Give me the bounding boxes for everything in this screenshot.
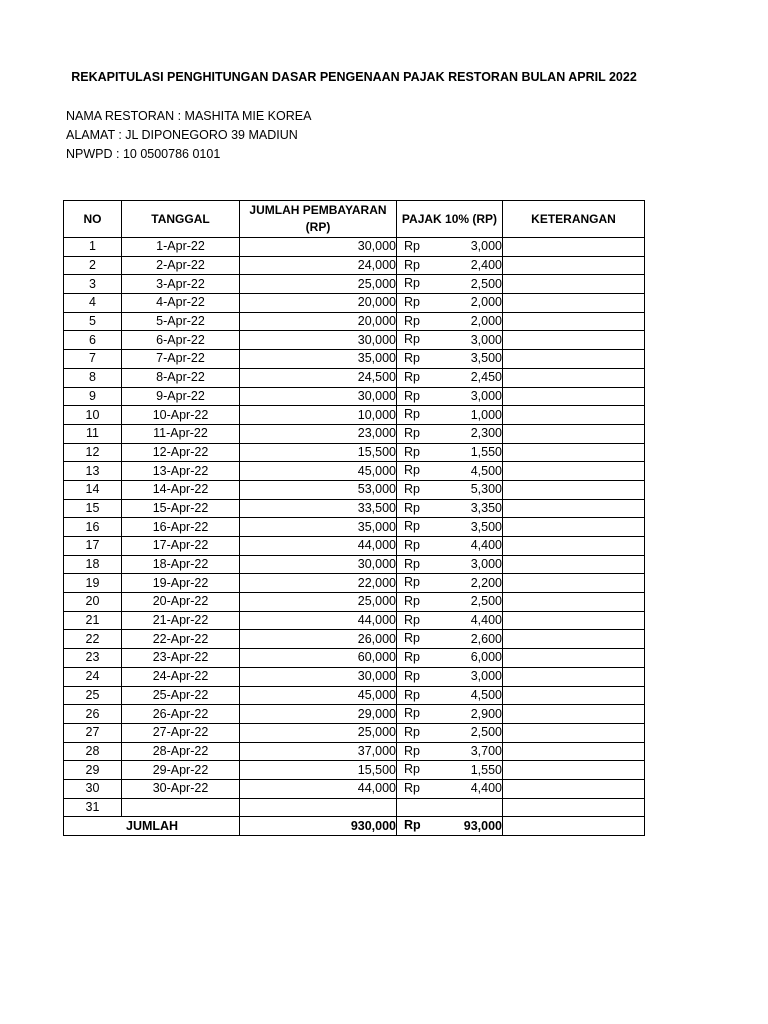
cell-pajak-value: 4,400 <box>470 538 502 553</box>
cell-currency: Rp <box>404 463 420 478</box>
cell-keterangan <box>503 499 645 518</box>
cell-pajak-value: 2,400 <box>470 258 502 273</box>
cell-keterangan <box>503 294 645 313</box>
table-row <box>64 350 645 369</box>
total-pajak-cell <box>397 817 503 836</box>
cell-no: 21 <box>64 611 122 630</box>
cell-pajak-value: 4,400 <box>470 781 502 796</box>
cell-jumlah: 33,500 <box>240 499 397 518</box>
cell-currency: Rp <box>404 631 420 646</box>
table-row <box>64 499 645 518</box>
cell-pajak-value: 4,400 <box>470 613 502 628</box>
cell-tanggal: 23-Apr-22 <box>122 649 240 668</box>
cell-jumlah: 37,000 <box>240 742 397 761</box>
cell-jumlah: 44,000 <box>240 537 397 556</box>
restaurant-name: NAMA RESTORAN : MASHITA MIE KOREA <box>66 109 312 123</box>
cell-no: 13 <box>64 462 122 481</box>
cell-tanggal: 20-Apr-22 <box>122 593 240 612</box>
cell-keterangan <box>503 331 645 350</box>
cell-pajak <box>397 630 503 649</box>
cell-currency: Rp <box>404 556 420 571</box>
total-currency: Rp <box>404 818 421 833</box>
cell-pajak <box>397 499 503 518</box>
cell-keterangan <box>503 424 645 443</box>
restaurant-npwpd: NPWPD : 10 0500786 0101 <box>66 147 221 161</box>
cell-pajak-value: 2,500 <box>470 594 502 609</box>
cell-jumlah: 20,000 <box>240 294 397 313</box>
cell-jumlah: 26,000 <box>240 630 397 649</box>
cell-keterangan <box>503 387 645 406</box>
cell-currency: Rp <box>404 650 420 665</box>
cell-pajak-value: 2,900 <box>470 706 502 721</box>
cell-no: 24 <box>64 667 122 686</box>
cell-pajak-value: 3,000 <box>470 239 502 254</box>
cell-pajak-value: 2,600 <box>470 631 502 646</box>
cell-jumlah: 45,000 <box>240 462 397 481</box>
cell-pajak-value: 3,000 <box>470 388 502 403</box>
table-row <box>64 368 645 387</box>
cell-pajak-value: 3,000 <box>470 557 502 572</box>
table-row <box>64 667 645 686</box>
cell-jumlah: 53,000 <box>240 480 397 499</box>
cell-pajak-value: 3,000 <box>470 669 502 684</box>
cell-tanggal: 15-Apr-22 <box>122 499 240 518</box>
cell-pajak <box>397 593 503 612</box>
cell-keterangan <box>503 368 645 387</box>
cell-tanggal: 17-Apr-22 <box>122 537 240 556</box>
table-row <box>64 798 645 817</box>
table-row <box>64 723 645 742</box>
cell-jumlah: 30,000 <box>240 331 397 350</box>
cell-keterangan <box>503 686 645 705</box>
cell-keterangan <box>503 798 645 817</box>
cell-currency: Rp <box>404 295 420 310</box>
cell-currency: Rp <box>404 668 420 683</box>
cell-currency: Rp <box>404 706 420 721</box>
table-row <box>64 406 645 425</box>
cell-no: 28 <box>64 742 122 761</box>
cell-pajak <box>397 649 503 668</box>
cell-no: 18 <box>64 555 122 574</box>
cell-keterangan <box>503 555 645 574</box>
cell-pajak <box>397 312 503 331</box>
cell-pajak <box>397 611 503 630</box>
cell-jumlah: 30,000 <box>240 667 397 686</box>
cell-currency: Rp <box>404 388 420 403</box>
table-row <box>64 331 645 350</box>
cell-no: 1 <box>64 238 122 257</box>
total-jumlah: 930,000 <box>240 817 397 836</box>
cell-no: 20 <box>64 593 122 612</box>
table-header-row <box>64 201 645 238</box>
cell-jumlah <box>240 798 397 817</box>
cell-tanggal: 24-Apr-22 <box>122 667 240 686</box>
cell-jumlah: 30,000 <box>240 238 397 257</box>
table-row <box>64 294 645 313</box>
cell-tanggal: 5-Apr-22 <box>122 312 240 331</box>
cell-pajak-value: 4,500 <box>470 463 502 478</box>
restaurant-info <box>66 107 311 164</box>
cell-pajak <box>397 406 503 425</box>
table-row <box>64 779 645 798</box>
table-row <box>64 424 645 443</box>
cell-tanggal: 21-Apr-22 <box>122 611 240 630</box>
cell-jumlah: 25,000 <box>240 723 397 742</box>
cell-no: 10 <box>64 406 122 425</box>
cell-currency: Rp <box>404 444 420 459</box>
cell-no: 19 <box>64 574 122 593</box>
cell-tanggal: 10-Apr-22 <box>122 406 240 425</box>
cell-jumlah: 25,000 <box>240 593 397 612</box>
cell-keterangan <box>503 462 645 481</box>
cell-keterangan <box>503 723 645 742</box>
cell-no: 11 <box>64 424 122 443</box>
cell-no: 8 <box>64 368 122 387</box>
cell-pajak-value: 4,500 <box>470 687 502 702</box>
cell-pajak <box>397 331 503 350</box>
cell-pajak <box>397 705 503 724</box>
cell-pajak-value: 2,500 <box>470 725 502 740</box>
header-keterangan: KETERANGAN <box>503 201 645 238</box>
cell-pajak-value: 3,500 <box>470 519 502 534</box>
cell-keterangan <box>503 630 645 649</box>
cell-tanggal: 29-Apr-22 <box>122 761 240 780</box>
cell-currency: Rp <box>404 500 420 515</box>
cell-pajak <box>397 275 503 294</box>
cell-currency: Rp <box>404 313 420 328</box>
table-row <box>64 593 645 612</box>
total-keterangan <box>503 817 645 836</box>
cell-no: 26 <box>64 705 122 724</box>
header-pajak: PAJAK 10% (RP) <box>397 201 503 238</box>
cell-pajak <box>397 723 503 742</box>
cell-no: 30 <box>64 779 122 798</box>
document-title: REKAPITULASI PENGHITUNGAN DASAR PENGENAAN PAJAK RESTORAN BULAN APRIL 2022 <box>71 70 637 84</box>
table-row <box>64 443 645 462</box>
cell-pajak-value: 1,550 <box>470 444 502 459</box>
cell-pajak <box>397 443 503 462</box>
cell-jumlah: 35,000 <box>240 350 397 369</box>
total-pajak: 93,000 <box>463 818 502 833</box>
cell-tanggal: 7-Apr-22 <box>122 350 240 369</box>
cell-jumlah: 35,000 <box>240 518 397 537</box>
cell-currency: Rp <box>404 407 420 422</box>
cell-keterangan <box>503 742 645 761</box>
cell-currency: Rp <box>404 538 420 552</box>
cell-currency: Rp <box>404 425 420 440</box>
cell-pajak-value: 2,000 <box>470 314 502 329</box>
header-no: NO <box>64 201 122 238</box>
cell-keterangan <box>503 275 645 294</box>
cell-jumlah: 20,000 <box>240 312 397 331</box>
cell-tanggal: 11-Apr-22 <box>122 424 240 443</box>
cell-keterangan <box>503 406 645 425</box>
cell-no: 4 <box>64 294 122 313</box>
cell-tanggal: 19-Apr-22 <box>122 574 240 593</box>
table-row <box>64 761 645 780</box>
cell-no: 27 <box>64 723 122 742</box>
cell-currency: Rp <box>404 575 420 590</box>
cell-jumlah: 45,000 <box>240 686 397 705</box>
cell-tanggal: 2-Apr-22 <box>122 256 240 275</box>
cell-currency: Rp <box>404 743 420 758</box>
cell-currency: Rp <box>404 687 420 702</box>
table-row <box>64 630 645 649</box>
cell-tanggal: 3-Apr-22 <box>122 275 240 294</box>
cell-tanggal: 9-Apr-22 <box>122 387 240 406</box>
total-label: JUMLAH <box>64 817 240 836</box>
cell-no: 12 <box>64 443 122 462</box>
cell-currency: Rp <box>404 257 420 272</box>
cell-pajak <box>397 667 503 686</box>
cell-pajak <box>397 238 503 257</box>
table-row <box>64 705 645 724</box>
table-row <box>64 742 645 761</box>
table-body <box>64 238 645 817</box>
cell-pajak-value: 2,500 <box>470 276 502 291</box>
cell-keterangan <box>503 443 645 462</box>
table-row <box>64 574 645 593</box>
cell-jumlah: 23,000 <box>240 424 397 443</box>
cell-pajak-value: 2,000 <box>470 295 502 310</box>
cell-keterangan <box>503 761 645 780</box>
cell-pajak <box>397 742 503 761</box>
cell-no: 16 <box>64 518 122 537</box>
cell-tanggal: 26-Apr-22 <box>122 705 240 724</box>
cell-currency: Rp <box>404 612 420 627</box>
cell-keterangan <box>503 574 645 593</box>
cell-pajak-value: 3,000 <box>470 332 502 347</box>
cell-tanggal: 14-Apr-22 <box>122 480 240 499</box>
cell-no: 31 <box>64 798 122 817</box>
table-row <box>64 275 645 294</box>
cell-pajak-value: 3,500 <box>470 351 502 366</box>
table-row <box>64 462 645 481</box>
cell-currency: Rp <box>404 276 420 291</box>
cell-pajak-value: 2,450 <box>470 370 502 385</box>
cell-currency: Rp <box>404 780 420 795</box>
cell-jumlah: 15,500 <box>240 443 397 462</box>
table-row <box>64 686 645 705</box>
cell-jumlah: 24,000 <box>240 256 397 275</box>
cell-pajak <box>397 779 503 798</box>
cell-tanggal: 1-Apr-22 <box>122 238 240 257</box>
cell-keterangan <box>503 256 645 275</box>
cell-jumlah: 60,000 <box>240 649 397 668</box>
table-row <box>64 256 645 275</box>
cell-pajak-value: 2,200 <box>470 575 502 590</box>
cell-no: 9 <box>64 387 122 406</box>
cell-keterangan <box>503 779 645 798</box>
cell-currency: Rp <box>404 332 420 347</box>
cell-tanggal: 27-Apr-22 <box>122 723 240 742</box>
cell-jumlah: 44,000 <box>240 779 397 798</box>
cell-pajak-value: 3,700 <box>470 743 502 758</box>
cell-pajak-value: 6,000 <box>470 650 502 665</box>
cell-tanggal: 12-Apr-22 <box>122 443 240 462</box>
cell-tanggal: 8-Apr-22 <box>122 368 240 387</box>
cell-tanggal: 18-Apr-22 <box>122 555 240 574</box>
cell-pajak <box>397 424 503 443</box>
header-tanggal: TANGGAL <box>122 201 240 238</box>
cell-jumlah: 24,500 <box>240 368 397 387</box>
cell-keterangan <box>503 537 645 556</box>
total-row <box>64 817 645 836</box>
table-row <box>64 387 645 406</box>
cell-pajak-value: 3,350 <box>470 500 502 515</box>
cell-currency: Rp <box>404 724 420 739</box>
restaurant-address: ALAMAT : JL DIPONEGORO 39 MADIUN <box>66 128 298 142</box>
cell-jumlah: 44,000 <box>240 611 397 630</box>
cell-pajak <box>397 350 503 369</box>
cell-pajak <box>397 574 503 593</box>
cell-jumlah: 30,000 <box>240 555 397 574</box>
cell-currency: Rp <box>404 519 420 534</box>
cell-pajak-value: 1,550 <box>470 762 502 777</box>
cell-no: 23 <box>64 649 122 668</box>
cell-currency: Rp <box>404 239 420 253</box>
cell-tanggal: 13-Apr-22 <box>122 462 240 481</box>
table-row <box>64 480 645 499</box>
cell-keterangan <box>503 480 645 499</box>
cell-jumlah: 15,500 <box>240 761 397 780</box>
cell-no: 7 <box>64 350 122 369</box>
cell-keterangan <box>503 649 645 668</box>
cell-pajak <box>397 518 503 537</box>
cell-tanggal: 16-Apr-22 <box>122 518 240 537</box>
cell-tanggal: 22-Apr-22 <box>122 630 240 649</box>
cell-pajak <box>397 798 503 817</box>
cell-pajak <box>397 462 503 481</box>
table-row <box>64 555 645 574</box>
cell-no: 17 <box>64 537 122 556</box>
cell-keterangan <box>503 312 645 331</box>
table-row <box>64 611 645 630</box>
cell-tanggal: 4-Apr-22 <box>122 294 240 313</box>
cell-no: 15 <box>64 499 122 518</box>
cell-keterangan <box>503 238 645 257</box>
cell-pajak <box>397 686 503 705</box>
cell-keterangan <box>503 518 645 537</box>
cell-currency: Rp <box>404 594 420 609</box>
cell-no: 29 <box>64 761 122 780</box>
cell-pajak-value: 2,300 <box>470 426 502 441</box>
cell-pajak-value: 5,300 <box>470 482 502 497</box>
table-row <box>64 312 645 331</box>
recap-table <box>63 200 645 836</box>
table-row <box>64 238 645 257</box>
cell-jumlah: 22,000 <box>240 574 397 593</box>
cell-tanggal: 28-Apr-22 <box>122 742 240 761</box>
cell-no: 25 <box>64 686 122 705</box>
cell-tanggal: 25-Apr-22 <box>122 686 240 705</box>
cell-keterangan <box>503 350 645 369</box>
cell-jumlah: 25,000 <box>240 275 397 294</box>
cell-pajak <box>397 368 503 387</box>
cell-keterangan <box>503 705 645 724</box>
cell-tanggal: 6-Apr-22 <box>122 331 240 350</box>
cell-pajak <box>397 555 503 574</box>
cell-currency: Rp <box>404 369 420 384</box>
cell-jumlah: 10,000 <box>240 406 397 425</box>
cell-keterangan <box>503 593 645 612</box>
table-row <box>64 649 645 668</box>
cell-no: 3 <box>64 275 122 294</box>
cell-jumlah: 29,000 <box>240 705 397 724</box>
cell-pajak-value: 1,000 <box>470 407 502 422</box>
table-row <box>64 537 645 556</box>
cell-no: 2 <box>64 256 122 275</box>
cell-pajak <box>397 256 503 275</box>
cell-pajak <box>397 294 503 313</box>
cell-keterangan <box>503 667 645 686</box>
cell-tanggal: 30-Apr-22 <box>122 779 240 798</box>
cell-pajak <box>397 537 503 556</box>
cell-pajak <box>397 480 503 499</box>
cell-no: 22 <box>64 630 122 649</box>
cell-no: 14 <box>64 480 122 499</box>
cell-currency: Rp <box>404 351 420 366</box>
cell-jumlah: 30,000 <box>240 387 397 406</box>
cell-tanggal <box>122 798 240 817</box>
cell-no: 5 <box>64 312 122 331</box>
table-row <box>64 518 645 537</box>
header-jumlah: JUMLAH PEMBAYARAN (RP) <box>240 201 397 238</box>
cell-pajak <box>397 761 503 780</box>
cell-pajak <box>397 387 503 406</box>
cell-currency: Rp <box>404 481 420 496</box>
cell-keterangan <box>503 611 645 630</box>
cell-no: 6 <box>64 331 122 350</box>
cell-currency: Rp <box>404 762 420 777</box>
